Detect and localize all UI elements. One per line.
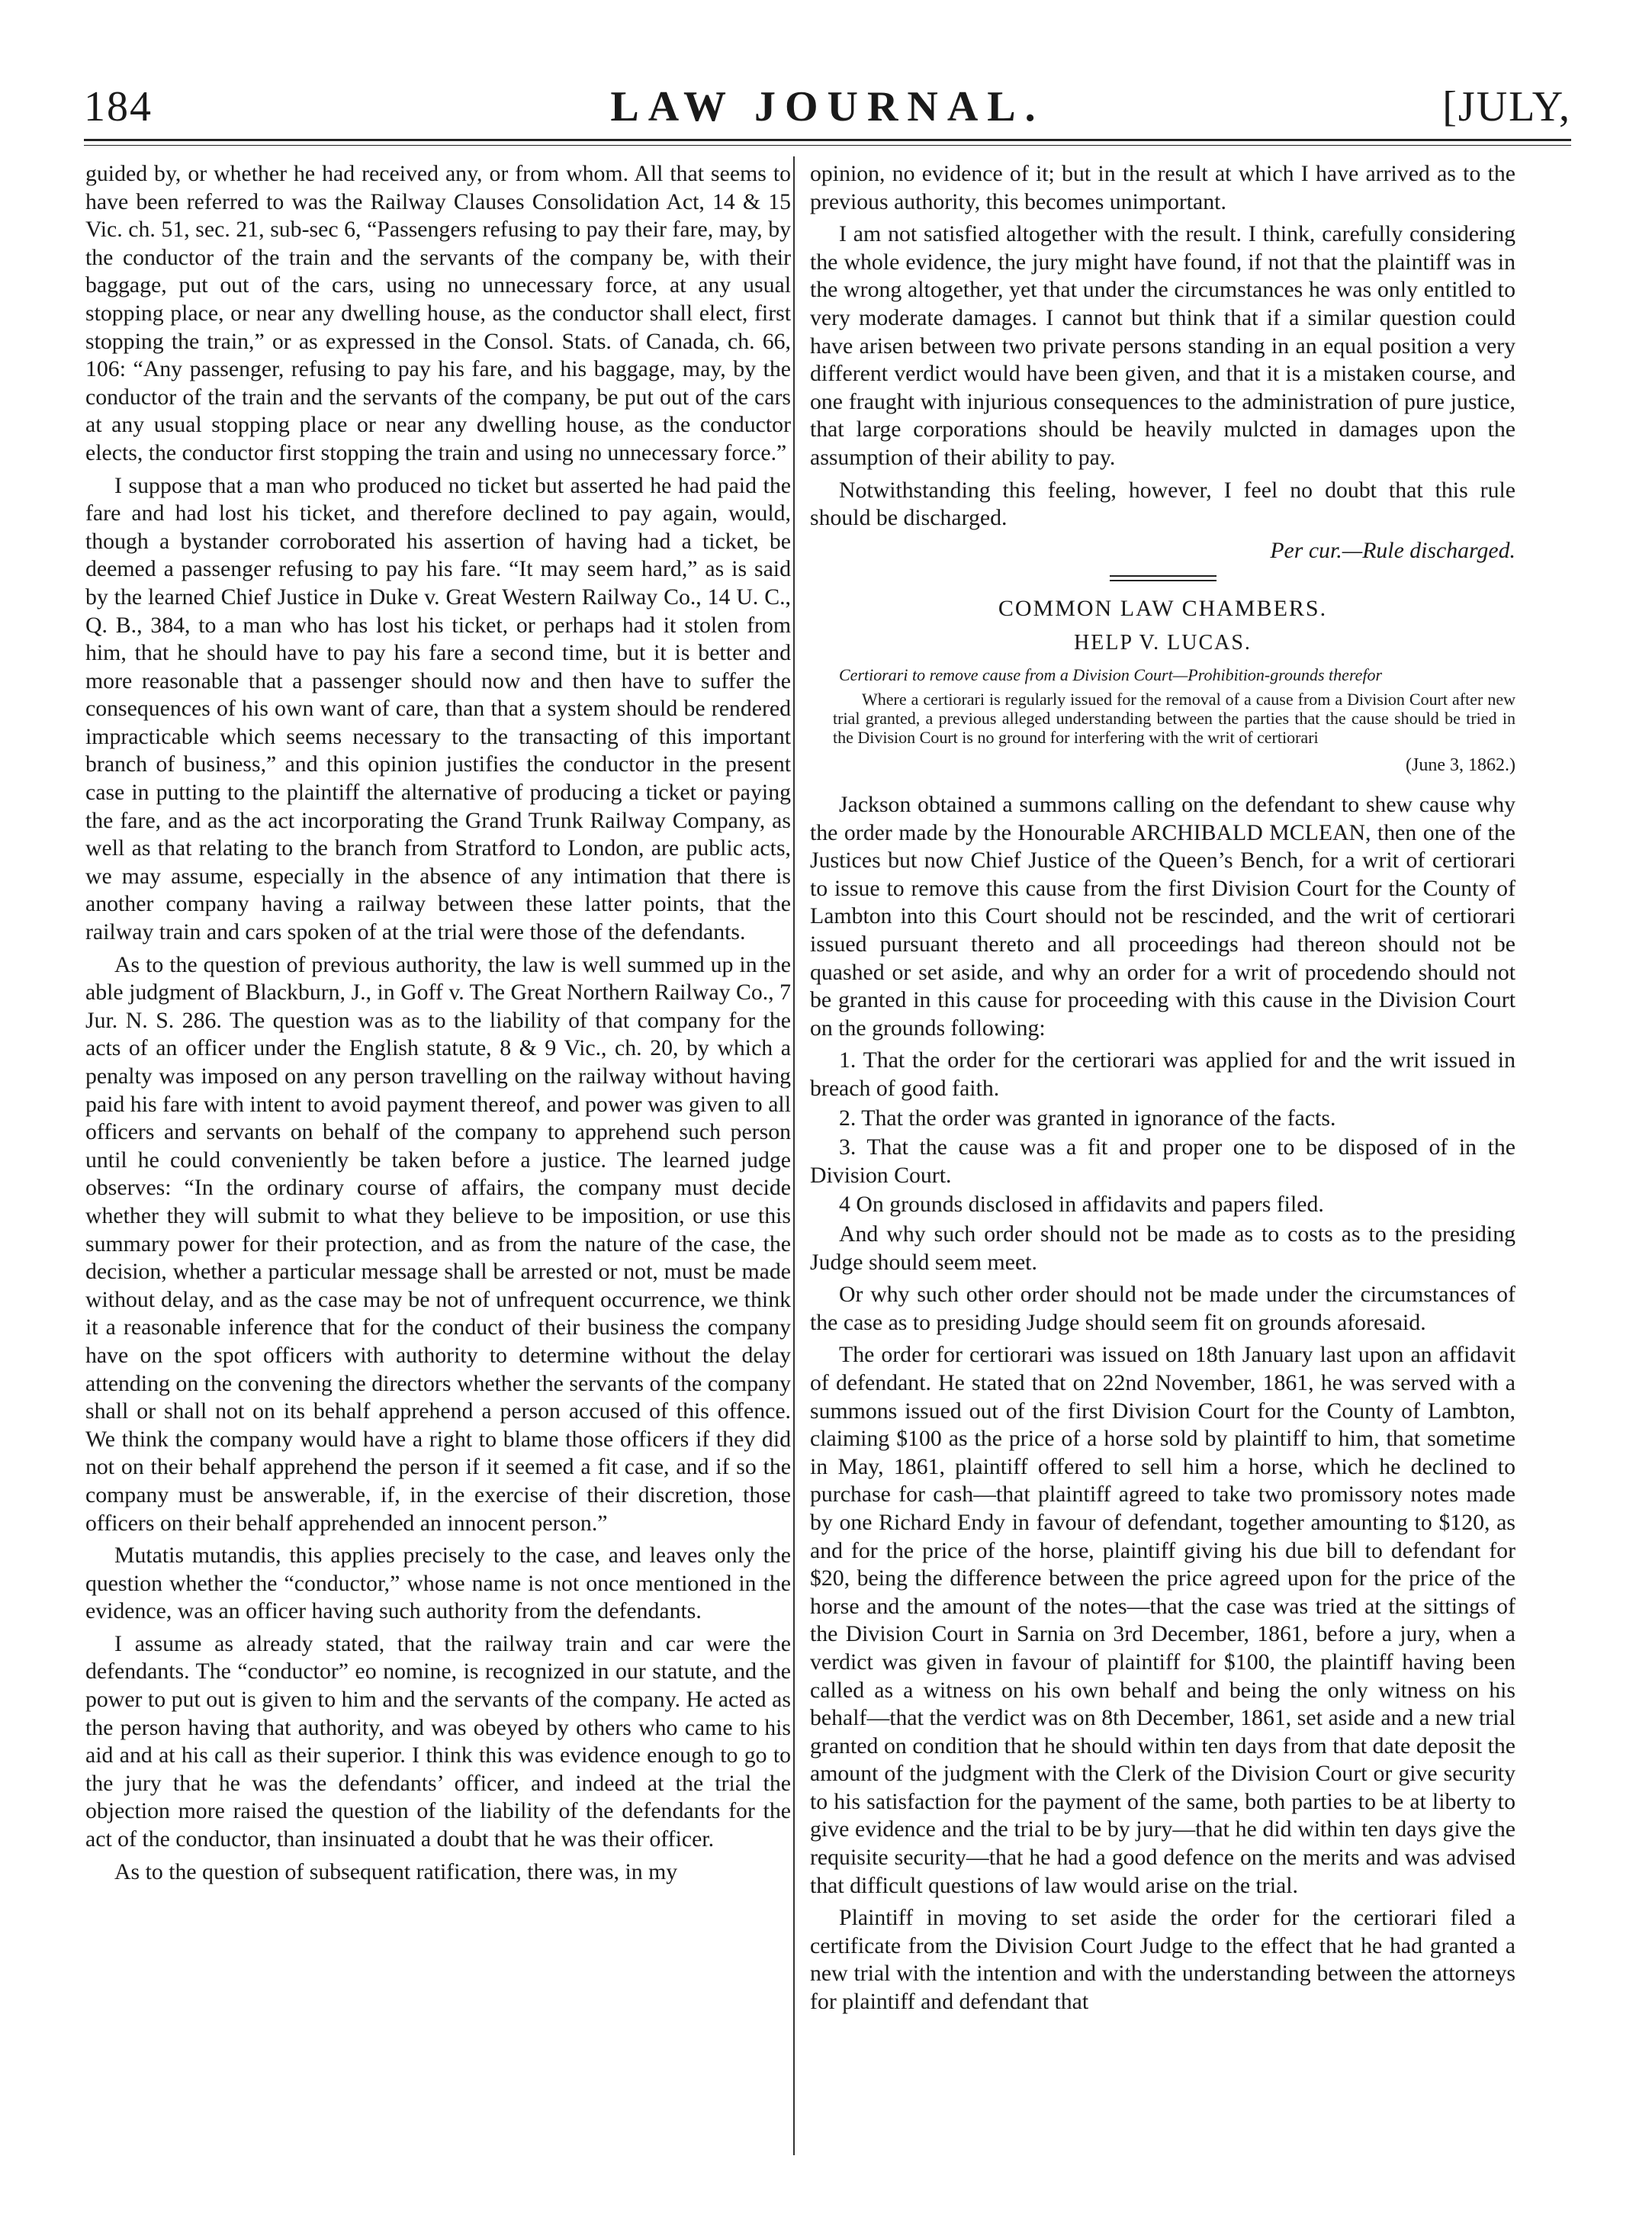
paragraph: Mutatis mutandis, this applies precisely to the case, and leaves only the question whether the “conductor,” whose name is not once mentioned in the evidence, was an officer having such authority from the defendants. <box>85 1543 791 1624</box>
paragraph: The order for certiorari was issued on 18th January last upon an affidavit of defendant. He stated that on 22nd November, 1861, he was served with a summons issued out of the first Division Court for the County of Lambton, claiming $100 as the price of a horse sold by plaintiff to him, that sometime in May, 1861, plaintiff offered to sell him a horse, which he declined to purchase for cash—that plaintiff agreed to take two promissory notes made by one Richard Endy in favour of defendant, together amounting to $120, as and for the price of the horse, plaintiff giving his due bill to defendant for $20, being the difference between the price agreed upon for the price of the horse and the amount of the notes—that the case was tried at the sittings of the Division Court in Sarnia on 3rd December, 1861, before a jury, when a verdict was given in favour of plaintiff for $100, the plaintiff having been called as a witness on his own behalf and being the only witness on his behalf—that the verdict was on 8th December, 1861, set aside and a new trial granted on condition that he should within ten days from that date deposit the amount of the judgment with the Clerk of the Division Court or give security to his satisfaction for the payment of the same, both parties to be at liberty to give evidence and the trial to be by jury—that he did within ten days give the requisite security—that he had a good defence on the merits and was advised that difficult questions of law would arise on the trial. <box>810 1342 1515 1898</box>
paragraph: And why such order should not be made as to costs as to the presiding Judge should seem meet. <box>810 1221 1515 1275</box>
ground-item: 4 On grounds disclosed in affidavits and papers filed. <box>839 1192 1324 1218</box>
case-holding: Where a certiorari is regularly issued for the removal of a cause from a Division Court after new trial granted, a previous alleged understanding between the parties that the cause should be tried in the Division Court is no ground for interfering with the writ of certiorari <box>833 689 1515 747</box>
case-title: HELP V. LUCAS. <box>1074 630 1252 655</box>
page-number: 184 <box>84 83 153 130</box>
paragraph: I am not satisfied altogether with the result. I think, carefully considering the whole evidence, the jury might have found, if not that the plaintiff was in the wrong altogether, yet that under the circumstances he was only entitled to very moderate damages. I cannot but think that if a similar question could have arisen between two private persons standing in an equal position a very different verdict would have been given, and that it is a mistaken course, and one fraught with injurious consequences to the administration of pure justice, that large corporations should be heavily mulcted in damages upon the assumption of their ability to pay. <box>810 221 1515 470</box>
journal-title: LAW JOURNAL. <box>610 83 1045 130</box>
paragraph: Jackson obtained a summons calling on the defendant to shew cause why the order made by the Honourable ARCHIBALD MCLEAN, then one of the Justices but now Chief Justice of the Queen’s Bench, for a writ of certiorari to issue to remove this cause from the first Division Court for the County of Lambton into this Court should not be rescinded, and the writ of certiorari issued pursuant thereto and all proceedings had thereon should not be quashed or set aside, and why an order for a writ of procedendo should not be granted in this cause for proceeding with this cause in the Division Court on the grounds following: <box>810 792 1515 1041</box>
ground-item: 3. That the cause was a fit and proper one to be disposed of in the Division Court. <box>810 1134 1515 1188</box>
paragraph: As to the question of subsequent ratification, there was, in my <box>114 1858 678 1884</box>
right-column <box>810 160 1515 2021</box>
paragraph: opinion, no evidence of it; but in the result at which I have arrived as to the previous authority, this becomes unimportant. <box>810 161 1515 214</box>
section-divider <box>1110 575 1217 577</box>
per-curiam-line: Per cur.—Rule discharged. <box>1270 537 1515 563</box>
header-rule <box>84 139 1571 141</box>
left-column <box>85 160 791 1890</box>
paragraph: Plaintiff in moving to set aside the order for the certiorari filed a certificate from the Division Court Judge to the effect that he had granted a new trial with the intention and with the understanding between the attorneys for plaintiff and defendant that <box>810 1905 1515 2015</box>
section-divider <box>1110 580 1217 581</box>
paragraph: As to the question of previous authority, the law is well summed up in the able judgment of Blackburn, J., in Goff v. The Great Northern Railway Co., 7 Jur. N. S. 286. The question was as to the liability of that company for the acts of an officer under the English statute, 8 & 9 Vic., ch. 20, by which a penalty was imposed on any person travelling on the railway without having paid his fare with intent to avoid payment thereof, and power was given to all officers and servants on behalf of the company to apprehend such person until he could conveniently be taken before a justice. The learned judge observes: “In the ordinary course of affairs, the company must decide whether they will submit to what they believe to be imposition, or use this summary power for their protection, and as from the nature of the case, the decision, whether a particular message shall be arrested or not, must be made without delay, and as the case may be not of unfrequent occurrence, we think it a reasonable inference that for the conduct of their business the company have on the spot officers with authority to determine without the delay attending on the convening the directors whether the servants of the company shall or shall not on its behalf apprehend a person accused of this offence. We think the company would have a right to blame those officers if they did not on their behalf apprehend the person if it seemed a fit case, and if so the company must be answerable, if, in the exercise of their discretion, those officers on their behalf apprehended an innocent person.” <box>85 951 791 1536</box>
paragraph: I suppose that a man who produced no ticket but asserted he had paid the fare and had lost his ticket, and therefore declined to pay again, would, though a bystander corroborated his assertion of having had a ticket, be deemed a passenger refusing to pay his fare. “It may seem hard,” as is said by the learned Chief Justice in Duke v. Great Western Railway Co., 14 U. C., Q. B., 384, to a man who has lost his ticket, or perhaps had it stolen from him, that he should have to pay his fare a second time, but it is better and more reasonable that a passenger should now and then have to suffer the consequences of his own want of care, than that a system should be rendered impracticable which seems necessary to the transacting of this important branch of business,” and this opinion justifies the conductor in the present case in putting to the plaintiff the alternative of producing a ticket or paying the fare, and as the act incorporating the Grand Trunk Railway Company, as well as that relating to the branch from Stratford to London, are public acts, we may assume, especially in the absence of any intimation that there is another company having a railway between these latter points, that the railway train and cars spoken of at the trial were those of the defendants. <box>85 472 791 945</box>
issue-month: [JULY, <box>1442 83 1571 130</box>
paragraph: I assume as already stated, that the railway train and car were the defendants. The “conductor” eo nomine, is recognized in our statute, and the power to put out is given to him and the servants of the company. He acted as the person having that authority, and was obeyed by others who came to his aid and at his call as their superior. I think this was evidence enough to go to the jury that he was the defendants’ officer, and indeed at the trial the objection more raised the question of the liability of the defendants for the act of the conductor, than insinuated a doubt that he was their officer. <box>85 1630 791 1852</box>
column-divider <box>793 156 795 2155</box>
paragraph: Notwithstanding this feeling, however, I feel no doubt that this rule should be discharged. <box>810 477 1515 531</box>
header-rule-thin <box>84 145 1571 146</box>
running-header <box>84 82 1571 136</box>
section-title: COMMON LAW CHAMBERS. <box>998 596 1328 622</box>
paragraph: guided by, or whether he had received any, or from whom. All that seems to have been referred to was the Railway Clauses Consolidation Act, 14 & 15 Vic. ch. 51, sec. 21, sub-sec 6, “Passengers refusing to pay their fare, may, by the conductor of the train and the servants of the company be, with their baggage, put out of the cars, using no unnecessary force, at any usual stopping place, or near any dwelling house, as the conductor shall elect, first stopping the train,” or as expressed in the Consol. Stats. of Canada, ch. 66, 106: “Any passenger, refusing to pay his fare, and his baggage, may, by the conductor of the train and the servants of the company, be put out of the cars at any usual stopping place or near any dwelling house, as the conductor elects, the conductor first stopping the train and using no unnecessary force.” <box>85 161 791 465</box>
paragraph: Or why such other order should not be made under the circumstances of the case as to presiding Judge should seem fit on grounds aforesaid. <box>810 1282 1515 1335</box>
case-date: (June 3, 1862.) <box>1406 755 1515 775</box>
case-headnote: Certiorari to remove cause from a Division Court—Prohibition-grounds therefor <box>839 664 1383 684</box>
ground-item: 2. That the order was granted in ignorance of the facts. <box>839 1105 1336 1131</box>
ground-item: 1. That the order for the certiorari was applied for and the writ issued in breach of good faith. <box>810 1047 1515 1102</box>
